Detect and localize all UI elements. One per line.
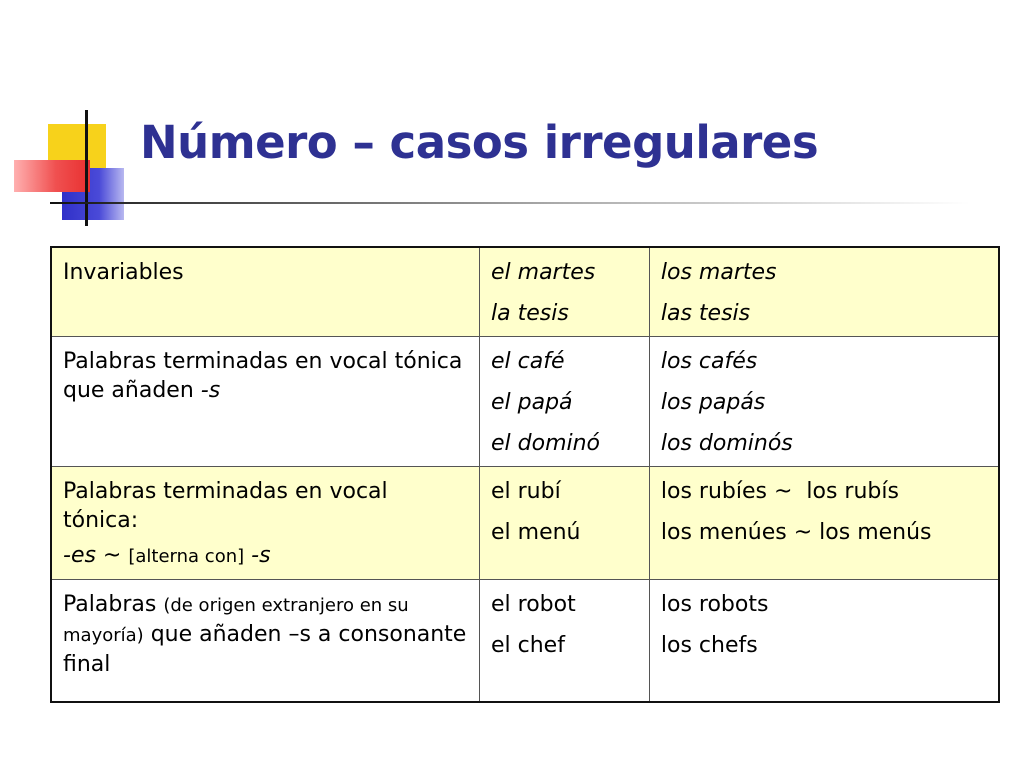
category-cell <box>51 247 480 337</box>
category-label: Palabras <box>63 592 157 617</box>
decorative-red-bar <box>14 160 90 192</box>
alterna-note: [alterna con] <box>128 546 245 567</box>
singular-example: el papá <box>491 390 573 415</box>
category-rest: que añaden –s a consonante final <box>63 622 467 677</box>
singular-example: el martes <box>491 260 596 285</box>
plural-cell <box>649 580 999 703</box>
es-suffix: -es ~ <box>63 543 122 568</box>
category-note: (de origen extranjero en su mayoría) <box>63 595 409 646</box>
singular-cell <box>480 467 650 580</box>
singular-example: el chef <box>491 633 565 658</box>
singular-example: el menú <box>491 520 581 545</box>
plural-cases-table <box>50 246 1000 703</box>
s-suffix: -s <box>251 543 271 568</box>
category-alternation <box>63 541 469 571</box>
plural-cell <box>649 247 999 337</box>
table-row <box>51 580 999 703</box>
plural-example: los menúes ~ los menús <box>660 520 932 545</box>
category-suffix: -s <box>200 378 221 403</box>
decorative-horizontal-line <box>50 202 970 204</box>
plural-example: los papás <box>660 390 766 415</box>
singular-example: el rubí <box>491 479 561 504</box>
singular-cell <box>480 337 650 467</box>
table-row <box>51 337 999 467</box>
plural-example: los chefs <box>660 633 758 658</box>
plural-example: los robots <box>660 592 769 617</box>
category-cell <box>51 580 480 703</box>
singular-example: la tesis <box>491 301 569 326</box>
singular-example: el café <box>491 349 565 374</box>
category-label: Invariables <box>63 260 184 285</box>
plural-example: los cafés <box>660 349 758 374</box>
plural-cell <box>649 337 999 467</box>
singular-cell <box>480 247 650 337</box>
plural-example: los martes <box>660 260 777 285</box>
plural-example: los dominós <box>660 431 793 456</box>
plural-example: los rubíes ~ los rubís <box>660 479 899 504</box>
plural-cell <box>649 467 999 580</box>
singular-example: el dominó <box>491 431 601 456</box>
category-label: Palabras terminadas en vocal tónica que añaden <box>63 349 463 403</box>
singular-example: el robot <box>491 592 576 617</box>
category-cell <box>51 337 480 467</box>
slide-title: Número – casos irregulares <box>140 116 819 169</box>
category-cell <box>51 467 480 580</box>
table-row <box>51 247 999 337</box>
singular-cell <box>480 580 650 703</box>
table-row <box>51 467 999 580</box>
plural-example: las tesis <box>660 301 751 326</box>
decorative-vertical-line <box>85 110 88 226</box>
category-label: Palabras terminadas en vocal tónica: <box>63 479 388 533</box>
